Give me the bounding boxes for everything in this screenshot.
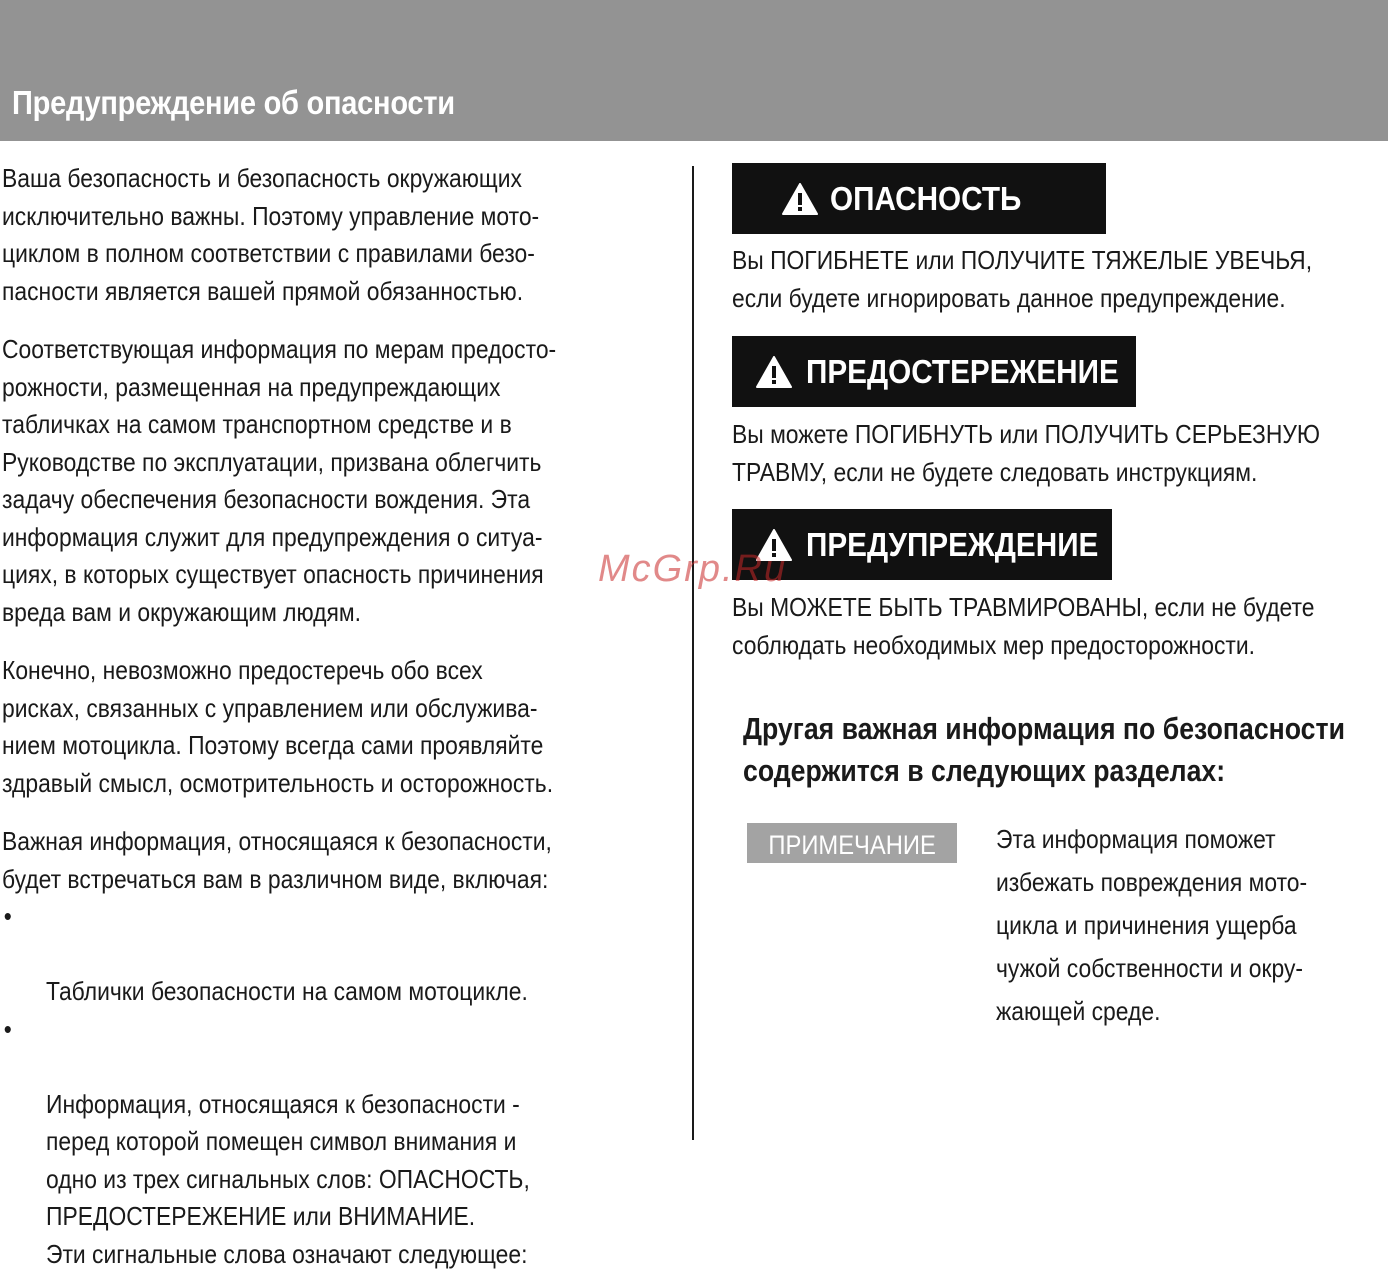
caution-signal-box: [732, 336, 1136, 407]
bullet-icon: •: [4, 1011, 12, 1049]
warning-triangle-icon: [782, 183, 818, 215]
caution-description: Вы можете ПОГИБНУТЬ или ПОЛУЧИТЬ СЕРЬЕЗНУЮ ТРАВМУ, если не будете следовать инструкциям.: [732, 416, 1383, 491]
note-text: Эта информация поможет избежать повреждения мото- цикла и причинения ущерба чужой собственности и окру- жающей среде.: [996, 818, 1383, 1033]
warning-label: ПРЕДУПРЕЖДЕНИЕ: [806, 526, 1098, 564]
danger-label: ОПАСНОСТЬ: [830, 180, 1021, 218]
list-item-text: Таблички безопасности на самом мотоцикле.: [46, 976, 528, 1006]
warning-triangle-icon: [756, 356, 792, 388]
left-column: [2, 160, 682, 1273]
list-item: [2, 898, 680, 1011]
list-item: [2, 1011, 680, 1273]
common-sense-paragraph: Конечно, невозможно предостеречь обо всех рисках, связанных с управлением или обслужива- нием мотоцикла. Поэтому всегда сами проявляйте здравый смысл, осмотрительность и осторожность.: [2, 652, 680, 802]
page-title: Предупреждение об опасности: [12, 84, 455, 122]
forms-paragraph: Важная информация, относящаяся к безопасности, будет встречаться вам в различном виде, включая:: [2, 823, 680, 898]
column-divider: [692, 166, 694, 1140]
bullet-icon: •: [4, 898, 12, 936]
warning-description: Вы МОЖЕТЕ БЫТЬ ТРАВМИРОВАНЫ, если не будете соблюдать необходимых мер предосторожности.: [732, 589, 1383, 664]
intro-paragraph: Ваша безопасность и безопасность окружающих исключительно важны. Поэтому управление мото- циклом в полном соответствии с правилами безо- пасности является вашей прямой обязанностью.: [2, 160, 680, 310]
other-info-heading: Другая важная информация по безопасности содержится в следующих разделах:: [743, 708, 1388, 792]
note-badge-label: ПРИМЕЧАНИЕ: [768, 823, 935, 867]
bullet-list: [2, 898, 680, 1273]
note-badge: [747, 823, 957, 863]
danger-description: Вы ПОГИБНЕТЕ или ПОЛУЧИТЕ ТЯЖЕЛЫЕ УВЕЧЬЯ, если будете игнорировать данное предупреждение.: [732, 242, 1383, 317]
list-item-text: Информация, относящаяся к безопасности - перед которой помещен символ внимания и одно из трех сигнальных слов: ОПАСНОСТЬ, ПРЕДОСТЕРЕЖЕНИЕ или ВНИМАНИЕ. Эти сигнальные слова означают следующее:: [46, 1089, 530, 1269]
watermark: McGrp.Ru: [598, 548, 787, 591]
info-paragraph: Соответствующая информация по мерам предосто- рожности, размещенная на предупреждающих табличках на самом транспортном средстве и в Руководстве по эксплуатации, призвана облегчить задачу обеспечения безопасности вождения. Эта информация служит для предупреждения о ситуа- циях, в которых существует опасность причинения вреда вам и окружающим людям.: [2, 331, 680, 631]
danger-signal-box: [732, 163, 1106, 234]
warning-triangle-icon: [756, 529, 792, 561]
warning-signal-box: [732, 509, 1112, 580]
caution-label: ПРЕДОСТЕРЕЖЕНИЕ: [806, 353, 1119, 391]
